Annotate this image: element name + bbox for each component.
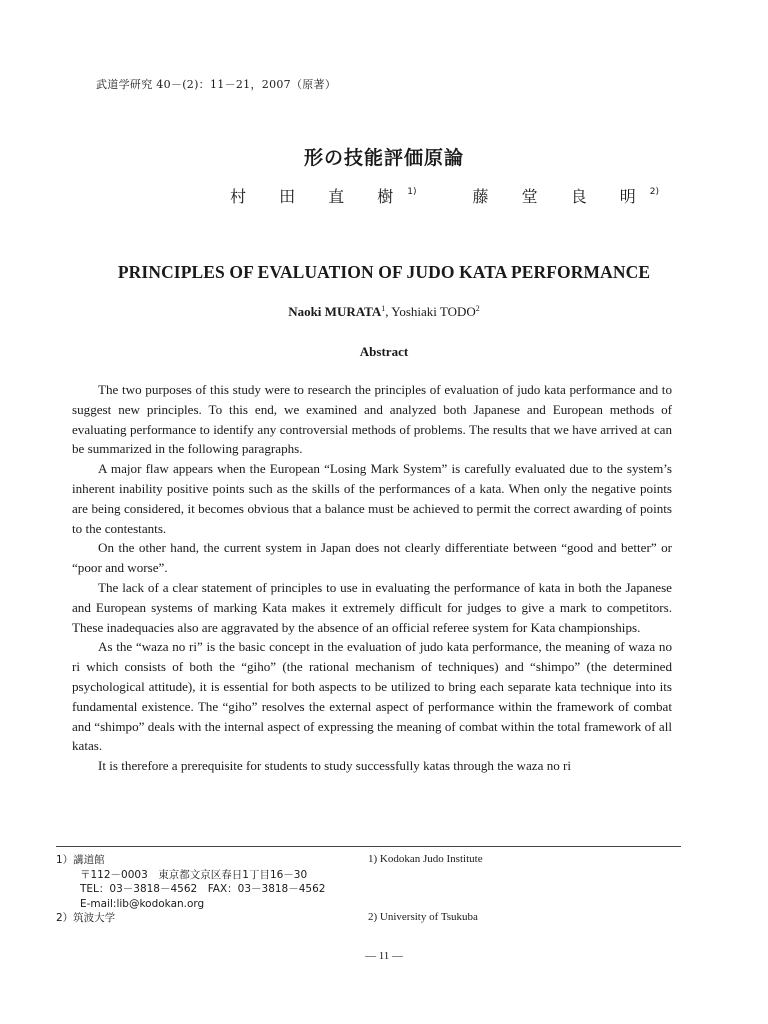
abstract-paragraph: The lack of a clear statement of principles to use in evaluating the performance of kata in both the Japanese and European systems of marking Kata makes it extremely difficult for judges to give a mark to competitors. These inadequacies also are aggravated by the absence of an official referee system for Kata championships. — [72, 579, 672, 635]
affiliation-mark: 1 — [381, 304, 386, 313]
abstract-paragraph: It is therefore a prerequisite for students to study successfully katas through the waza no ri — [98, 758, 572, 774]
japanese-title: 形の技能評価原論 — [303, 147, 464, 169]
japanese-author-2: 藤 堂 良 明$^{2)}$ — [472, 187, 660, 206]
abstract-paragraph: As the “waza no ri” is the basic concept in the evaluation of judo kata performance, the meaning of waza no ri which consists of both the “giho” (the rational mechanism of techniques) and “shimpo” (the determined psychological attitude), it is essential for both aspects to be utilized to bring each separate kata technique into its fundamental existence. The “giho” resolves the external aspect of performance within the framework of combat and “shimpo” deals with the internal aspect of expressing the meaning of combat within the total framework of all katas. — [72, 639, 672, 754]
footnote-address: 〒112－0003 東京都文京区春日1丁目16－30 — [80, 868, 308, 881]
footnotes-japanese — [56, 853, 325, 926]
affiliation-mark: 2) — [649, 187, 660, 197]
abstract-paragraph: On the other hand, the current system in Japan does not clearly differentiate between “good and better” or “poor and worse”. — [72, 540, 672, 576]
footnote-affiliation-2-jp: 2）筑波大学 — [56, 912, 116, 924]
english-title: PRINCIPLES OF EVALUATION OF JUDO KATA PERFORMANCE — [117, 262, 651, 282]
footnote-phone: TEL：03－3818－4562 FAX：03－3818－4562 — [80, 883, 326, 895]
footnote-affiliation-1-jp: 1）講道館 — [56, 854, 105, 866]
english-author-2: Yoshiaki TODO — [391, 304, 476, 319]
affiliation-mark: 2 — [475, 304, 480, 313]
abstract-paragraph: A major flaw appears when the European “Losing Mark System” is carefully evaluated due to the system’s inherent inability positive points such as the skills of the performances of a kata. When only the negative points are being considered, it becomes obvious that a balance must be achieved to permit the correct awarding of points to the contestants. — [72, 461, 672, 536]
footnote-affiliation-2-en: 2) University of Tsukuba — [368, 911, 478, 923]
japanese-author-1: 村 田 直 樹$^{1)}$ — [230, 187, 417, 206]
affiliation-mark: 1) — [407, 187, 417, 197]
english-author-1: Naoki MURATA — [288, 304, 382, 319]
abstract-body — [72, 380, 672, 776]
english-authors: Naoki MURATA$^1$, Yoshiaki TODO$^2$ — [288, 304, 480, 319]
abstract-heading: Abstract — [359, 344, 409, 359]
footnotes — [56, 846, 681, 924]
journal-reference: 武道学研究 40－(2)：11－21，2007（原著） — [96, 78, 337, 91]
page-number: — 11 — — [364, 950, 404, 962]
japanese-authors — [230, 184, 659, 207]
abstract-paragraph: The two purposes of this study were to research the principles of evaluation of judo kata performance and to suggest new principles. To this end, we examined and analyzed both Japanese and European methods of evaluating performance to identify any controversial methods of problems. The results that we have arrived at can be summarized in the following paragraphs. — [72, 382, 672, 457]
footnote-affiliation-1-en: 1) Kodokan Judo Institute — [368, 853, 483, 865]
footnote-email: E-mail:lib@kodokan.org — [80, 897, 205, 910]
